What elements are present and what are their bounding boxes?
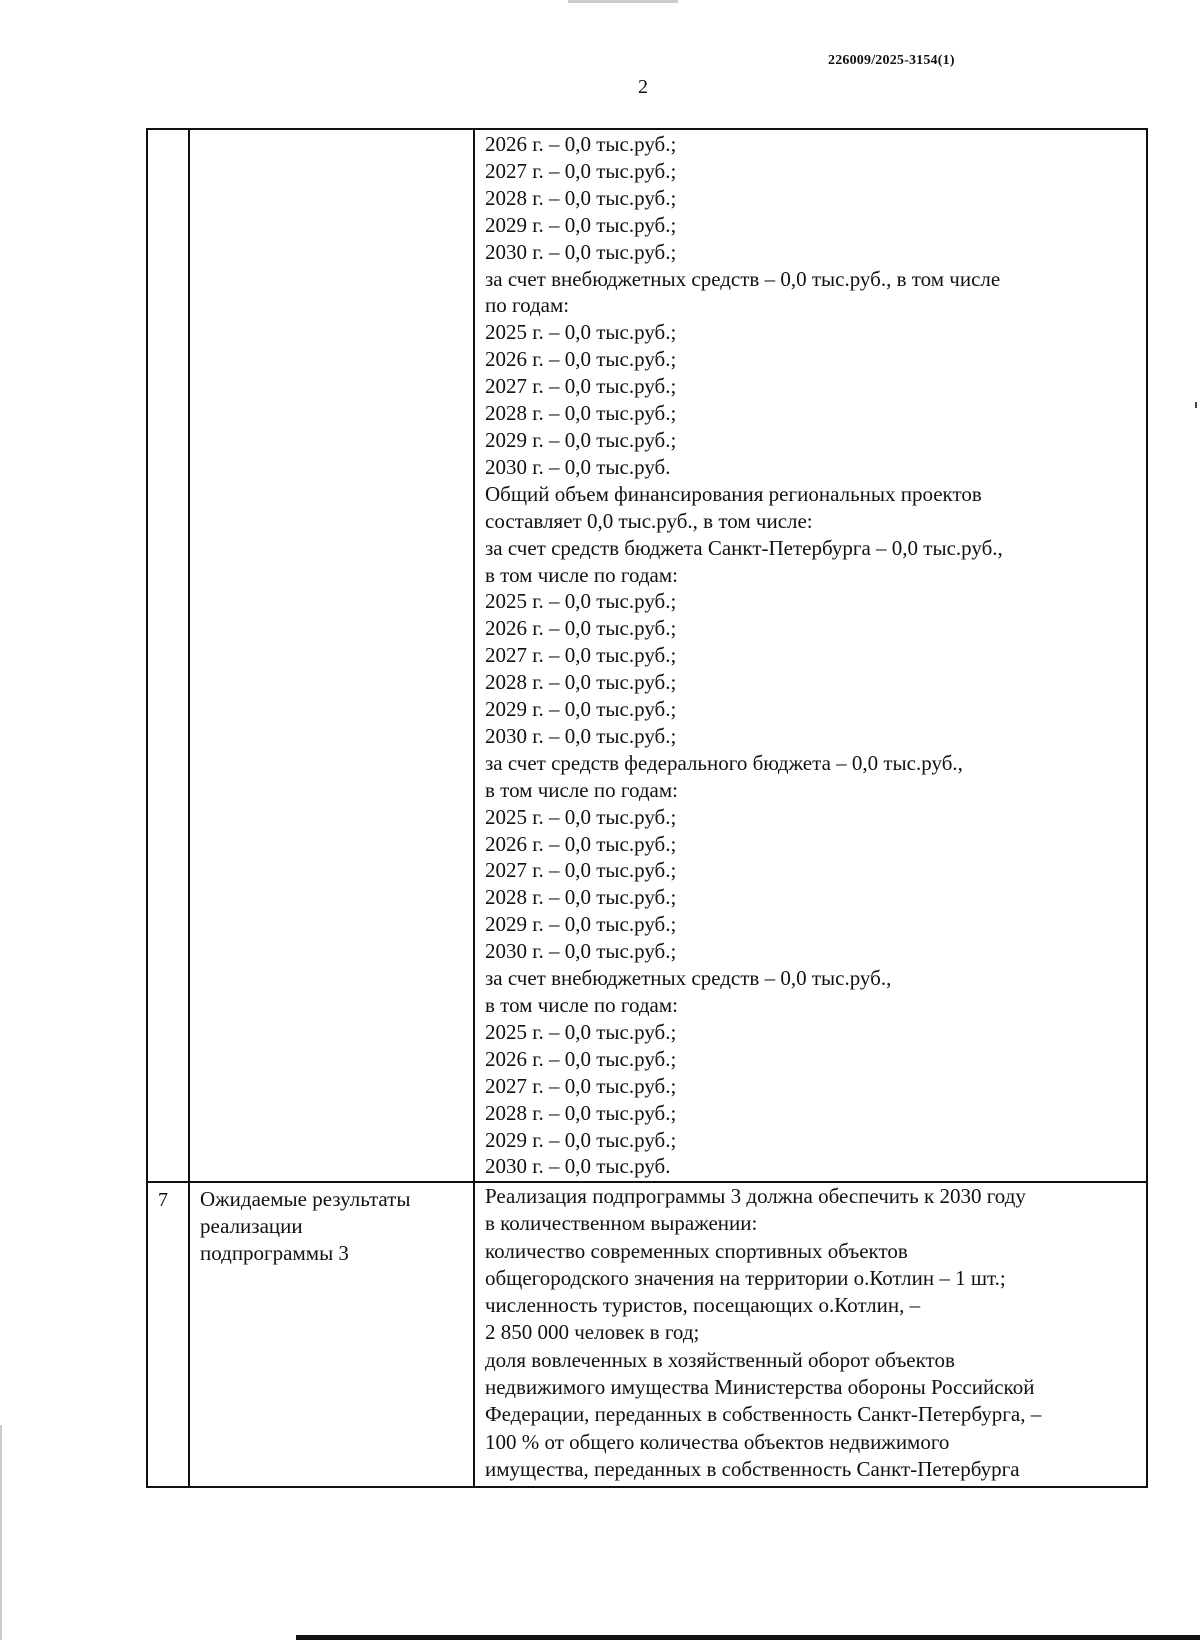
content-line: 2029 г. – 0,0 тыс.руб.; <box>485 912 677 937</box>
table-row <box>146 1183 1148 1488</box>
content-line: 2028 г. – 0,0 тыс.руб.; <box>485 885 677 910</box>
row-content-cell <box>473 130 1148 1181</box>
page-number: 2 <box>638 76 648 98</box>
content-line: 2 850 000 человек в год; <box>485 1320 700 1345</box>
content-line: 2026 г. – 0,0 тыс.руб.; <box>485 1046 677 1071</box>
content-line: за счет внебюджетных средств – 0,0 тыс.руб., в том числе <box>485 266 1001 291</box>
title-line: реализации <box>200 1214 303 1238</box>
content-line: 2028 г. – 0,0 тыс.руб.; <box>485 670 677 695</box>
row-number <box>148 130 188 136</box>
content-line: количество современных спортивных объектов <box>485 1238 908 1263</box>
content-line: в том числе по годам: <box>485 777 678 802</box>
content-line: в том числе по годам: <box>485 562 678 587</box>
content-line: 2028 г. – 0,0 тыс.руб.; <box>485 1100 677 1125</box>
content-line: за счет средств федерального бюджета – 0,0 тыс.руб., <box>485 750 963 775</box>
content-line: в количественном выражении: <box>485 1211 758 1236</box>
content-line: 2027 г. – 0,0 тыс.руб.; <box>485 643 677 668</box>
scan-artifact-left <box>0 1425 2 1640</box>
row-title-cell <box>188 1183 473 1486</box>
content-line: общегородского значения на территории о.Котлин – 1 шт.; <box>485 1265 1006 1290</box>
content-line: 100 % от общего количества объектов недвижимого <box>485 1429 950 1454</box>
content-line: 2025 г. – 0,0 тыс.руб.; <box>485 320 677 345</box>
content-line: 2029 г. – 0,0 тыс.руб.; <box>485 212 677 237</box>
content-line: 2029 г. – 0,0 тыс.руб.; <box>485 697 677 722</box>
content-lines <box>485 1183 1146 1483</box>
content-line: 2025 г. – 0,0 тыс.руб.; <box>485 1019 677 1044</box>
content-line: численность туристов, посещающих о.Котлин, – <box>485 1293 921 1318</box>
content-line: 2027 г. – 0,0 тыс.руб.; <box>485 374 677 399</box>
row-number-cell <box>146 1183 188 1486</box>
content-line: 2025 г. – 0,0 тыс.руб.; <box>485 589 677 614</box>
document-number: 226009/2025-3154(1) <box>828 53 955 68</box>
title-line: подпрограммы 3 <box>200 1241 349 1265</box>
content-line: в том числе по годам: <box>485 993 678 1017</box>
content-line: 2030 г. – 0,0 тыс.руб.; <box>485 239 677 264</box>
scan-bottom-edge <box>296 1635 1200 1640</box>
content-line: 2027 г. – 0,0 тыс.руб.; <box>485 858 677 883</box>
row-number: 7 <box>158 1189 168 1211</box>
content-line: имущества, переданных в собственность Санкт-Петербурга <box>485 1456 1020 1481</box>
content-line: 2026 г. – 0,0 тыс.руб.; <box>485 831 677 856</box>
content-line: Общий объем финансирования региональных проектов <box>485 481 982 506</box>
content-line: 2029 г. – 0,0 тыс.руб.; <box>485 427 677 452</box>
scan-artifact-tick <box>1195 402 1197 408</box>
content-line: 2026 г. – 0,0 тыс.руб.; <box>485 347 677 372</box>
row-content-cell <box>473 1183 1148 1486</box>
content-line: 2028 г. – 0,0 тыс.руб.; <box>485 185 677 210</box>
content-line: за счет внебюджетных средств – 0,0 тыс.руб., <box>485 966 892 991</box>
content-line: 2030 г. – 0,0 тыс.руб.; <box>485 939 677 964</box>
content-line: 2030 г. – 0,0 тыс.руб.; <box>485 723 677 748</box>
content-line: 2026 г. – 0,0 тыс.руб.; <box>485 132 677 156</box>
content-line: недвижимого имущества Министерства обороны Российской <box>485 1375 1035 1400</box>
content-line: 2025 г. – 0,0 тыс.руб.; <box>485 804 677 829</box>
table-row <box>146 128 1148 1183</box>
content-line: за счет средств бюджета Санкт-Петербурга – 0,0 тыс.руб., <box>485 535 1003 560</box>
content-line: 2030 г. – 0,0 тыс.руб. <box>485 1154 671 1179</box>
row-number-cell <box>146 130 188 1181</box>
content-line: 2028 г. – 0,0 тыс.руб.; <box>485 401 677 426</box>
content-line: Реализация подпрограммы 3 должна обеспечить к 2030 году <box>485 1184 1026 1208</box>
content-line: 2027 г. – 0,0 тыс.руб.; <box>485 158 677 183</box>
content-line: 2030 г. – 0,0 тыс.руб. <box>485 454 671 479</box>
content-lines <box>485 131 1146 1180</box>
content-line: составляет 0,0 тыс.руб., в том числе: <box>485 508 813 533</box>
title-line: Ожидаемые результаты <box>200 1187 411 1211</box>
content-line: 2027 г. – 0,0 тыс.руб.; <box>485 1073 677 1098</box>
row-title <box>190 1183 473 1267</box>
program-table <box>146 128 1148 1488</box>
content-line: Федерации, переданных в собственность Санкт-Петербурга, – <box>485 1402 1042 1427</box>
content-line: по годам: <box>485 293 570 318</box>
content-line: доля вовлеченных в хозяйственный оборот объектов <box>485 1347 955 1372</box>
row-title-cell <box>188 130 473 1181</box>
scan-artifact-top <box>568 0 678 3</box>
content-line: 2029 г. – 0,0 тыс.руб.; <box>485 1127 677 1152</box>
content-line: 2026 г. – 0,0 тыс.руб.; <box>485 616 677 641</box>
